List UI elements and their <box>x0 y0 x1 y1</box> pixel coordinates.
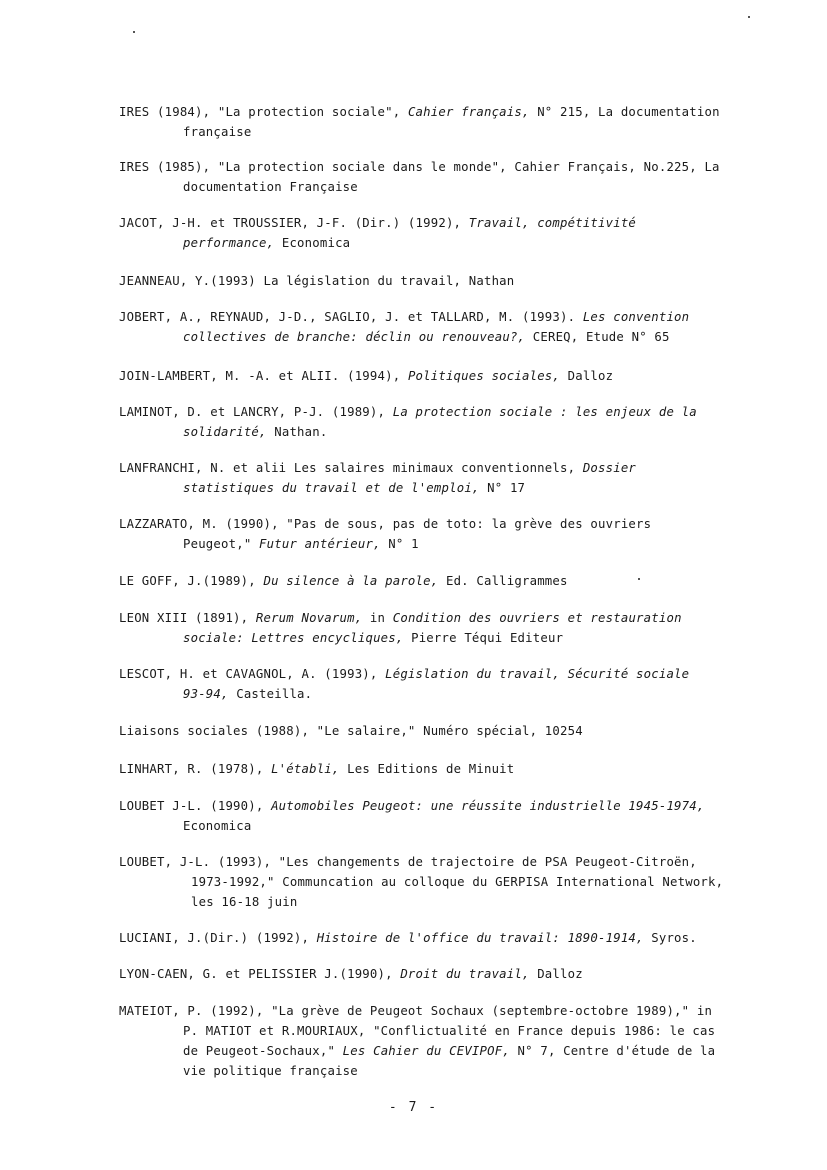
bib-entry-jobert <box>119 307 744 347</box>
bib-entry-laminot <box>119 402 744 442</box>
bib-line <box>119 534 744 554</box>
bib-line <box>119 177 744 197</box>
bib-line <box>119 458 744 478</box>
bib-entry-leon-xiii <box>119 608 744 648</box>
text-run: LESCOT, H. et CAVAGNOL, A. (1993), <box>119 667 386 681</box>
bib-line <box>119 1021 744 1041</box>
bib-entry-linhart <box>119 759 744 779</box>
italic-title-run: Travail, compétitivité <box>468 216 637 230</box>
text-run: Economica <box>274 236 351 250</box>
italic-title-run: Rerum Novarum, <box>255 611 363 625</box>
text-run: LUCIANI, J.(Dir.) (1992), <box>119 931 317 945</box>
bib-line <box>119 422 744 442</box>
italic-title-run: Futur antérieur, <box>259 537 381 551</box>
text-run: Pierre Téqui Editeur <box>403 631 564 645</box>
italic-title-run: sociale: Lettres encycliques, <box>183 631 404 645</box>
bib-line <box>119 157 744 177</box>
bib-line <box>119 892 744 912</box>
bib-line <box>119 721 744 741</box>
text-run: Casteilla. <box>228 687 313 701</box>
italic-title-run: Les Cahier du CEVIPOF, <box>342 1044 510 1058</box>
text-run: Syros. <box>643 931 697 945</box>
text-run: documentation Française <box>183 180 358 194</box>
text-run: CEREQ, Etude N° 65 <box>525 330 670 344</box>
text-run: les 16-18 juin <box>191 895 298 909</box>
text-run: Liaisons sociales (1988), "Le salaire," Numéro spécial, 10254 <box>119 724 583 738</box>
text-run: Peugeot," <box>183 537 260 551</box>
text-run: Ed. Calligrammes <box>438 574 568 588</box>
text-run: P. MATIOT et R.MOURIAUX, "Conflictualité en France depuis 1986: le cas <box>183 1024 716 1038</box>
bib-line <box>119 514 744 534</box>
text-run: Dalloz <box>529 967 583 981</box>
bib-entry-luciani <box>119 928 744 948</box>
bib-line <box>119 271 744 291</box>
bib-line <box>119 213 744 233</box>
text-run: LOUBET J-L. (1990), <box>119 799 272 813</box>
bib-entry-lyon-caen <box>119 964 744 984</box>
italic-title-run: Législation du travail, Sécurité sociale <box>385 667 690 681</box>
text-run: Les Editions de Minuit <box>339 762 515 776</box>
text-run: Economica <box>183 819 252 833</box>
bib-entry-lazzarato <box>119 514 744 554</box>
text-run: LEON XIII (1891), <box>119 611 256 625</box>
bib-entry-le-goff <box>119 571 744 591</box>
bib-line <box>119 327 744 347</box>
text-run: LAZZARATO, M. (1990), "Pas de sous, pas de toto: la grève des ouvriers <box>119 517 652 531</box>
scan-speck <box>133 31 135 33</box>
text-run: in <box>362 611 393 625</box>
text-run: LINHART, R. (1978), <box>119 762 272 776</box>
bib-line <box>119 307 744 327</box>
italic-title-run: Les convention <box>582 310 690 324</box>
bib-line <box>119 1041 744 1061</box>
bib-line <box>119 1001 744 1021</box>
italic-title-run: 93-94, <box>183 687 229 701</box>
bib-entry-loubet-1993 <box>119 852 744 912</box>
text-run: LE GOFF, J.(1989), <box>119 574 264 588</box>
bib-entry-jeanneau <box>119 271 744 291</box>
text-run: JOBERT, A., REYNAUD, J-D., SAGLIO, J. et TALLARD, M. (1993). <box>119 310 583 324</box>
bib-entry-join-lambert <box>119 366 744 386</box>
text-run: MATEIOT, P. (1992), "La grève de Peugeot Sochaux (septembre-octobre 1989)," in <box>119 1004 713 1018</box>
italic-title-run: L'établi, <box>271 762 340 776</box>
bib-entry-lescot <box>119 664 744 704</box>
italic-title-run: statistiques du travail et de l'emploi, <box>183 481 480 495</box>
bib-entry-lanfranchi <box>119 458 744 498</box>
text-run: LANFRANCHI, N. et alii Les salaires minimaux conventionnels, <box>119 461 583 475</box>
bib-entry-liaisons-sociales <box>119 721 744 741</box>
text-run: vie politique française <box>183 1064 358 1078</box>
text-run: LYON-CAEN, G. et PELISSIER J.(1990), <box>119 967 401 981</box>
text-run: JACOT, J-H. et TROUSSIER, J-F. (Dir.) (1992), <box>119 216 469 230</box>
bib-entry-ires-1985 <box>119 157 744 197</box>
scan-speck <box>748 16 750 18</box>
italic-title-run: Droit du travail, <box>400 967 530 981</box>
text-run: 1973-1992," Communcation au colloque du GERPISA International Network, <box>191 875 724 889</box>
text-run: LOUBET, J-L. (1993), "Les changements de trajectoire de PSA Peugeot-Citroën, <box>119 855 697 869</box>
bib-line <box>119 872 744 892</box>
italic-title-run: collectives de branche: déclin ou renouveau?, <box>183 330 526 344</box>
bib-line <box>119 852 744 872</box>
text-run: N° 17 <box>479 481 526 495</box>
text-run: IRES (1984), "La protection sociale", <box>119 105 408 119</box>
bib-line <box>119 664 744 684</box>
text-run: N° 1 <box>380 537 419 551</box>
bib-line <box>119 759 744 779</box>
italic-title-run: Cahier français, <box>407 105 530 119</box>
bib-line <box>119 628 744 648</box>
bib-line <box>119 928 744 948</box>
italic-title-run: Du silence à la parole, <box>263 574 439 588</box>
bib-line <box>119 478 744 498</box>
text-run: IRES (1985), "La protection sociale dans le monde", Cahier Français, No.225, La <box>119 160 720 174</box>
bib-line <box>119 964 744 984</box>
italic-title-run: solidarité, <box>183 425 267 439</box>
text-run: française <box>183 125 252 139</box>
bib-line <box>119 608 744 628</box>
bib-line <box>119 816 744 836</box>
text-run: JOIN-LAMBERT, M. -A. et ALII. (1994), <box>119 369 408 383</box>
bib-line <box>119 233 744 253</box>
bib-line <box>119 402 744 422</box>
bib-line <box>119 1061 744 1081</box>
text-run: Nathan. <box>266 425 328 439</box>
bib-line <box>119 366 744 386</box>
bib-line <box>119 122 744 142</box>
bib-line <box>119 684 744 704</box>
text-run: LAMINOT, D. et LANCRY, P-J. (1989), <box>119 405 393 419</box>
italic-title-run: Condition des ouvriers et restauration <box>392 611 682 625</box>
text-run: N° 7, Centre d'étude de la <box>509 1044 716 1058</box>
italic-title-run: La protection sociale : les enjeux de la <box>392 405 697 419</box>
text-run: Dalloz <box>560 369 614 383</box>
italic-title-run: Histoire de l'office du travail: 1890-1914, <box>316 931 644 945</box>
page-number: - 7 - <box>388 1100 439 1115</box>
italic-title-run: Politiques sociales, <box>407 369 561 383</box>
italic-title-run: Dossier <box>582 461 637 475</box>
text-run: de Peugeot-Sochaux," <box>183 1044 343 1058</box>
text-run: JEANNEAU, Y.(1993) La législation du travail, Nathan <box>119 274 515 288</box>
text-run: N° 215, La documentation <box>529 105 720 119</box>
italic-title-run: Automobiles Peugeot: une réussite industrielle 1945-1974, <box>271 799 705 813</box>
italic-title-run: performance, <box>183 236 275 250</box>
bib-entry-jacot <box>119 213 744 253</box>
bib-entry-loubet-1990 <box>119 796 744 836</box>
bib-line <box>119 102 744 122</box>
bib-entry-mateiot <box>119 1001 744 1081</box>
bib-line <box>119 571 744 591</box>
bib-entry-ires-1984 <box>119 102 744 142</box>
bib-line <box>119 796 744 816</box>
